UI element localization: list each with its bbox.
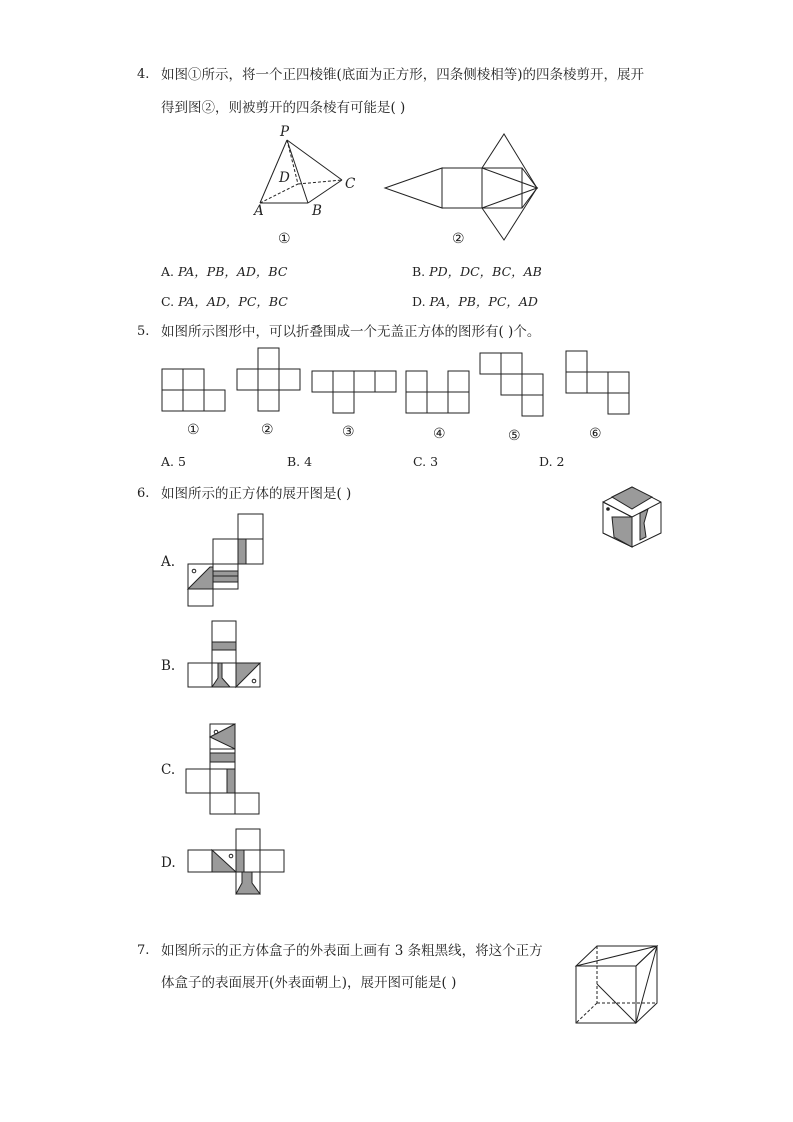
option-letter: C.	[161, 294, 175, 309]
q7-cube-figure	[573, 944, 663, 1026]
q7-number: 7.	[137, 943, 150, 958]
option-text: PA，PB，AD，BC	[178, 264, 288, 279]
q6-option-c-net[interactable]	[185, 723, 265, 818]
point-d-label: D	[279, 170, 290, 186]
net-figure-1	[161, 368, 231, 418]
q5-stem: 如图所示图形中，可以折叠围成一个无盖正方体的图形有( )个。	[161, 324, 541, 340]
fig1-label: ①	[278, 231, 291, 247]
q6-option-d-label[interactable]: D.	[161, 855, 176, 871]
q5-number: 5.	[137, 324, 150, 339]
net-4-label: ④	[433, 426, 446, 442]
q4-stem-line2: 得到图②，则被剪开的四条棱有可能是( )	[161, 100, 406, 116]
pyramid-net-figure	[380, 130, 550, 250]
net-5-label: ⑤	[508, 428, 521, 444]
option-letter: D.	[412, 294, 426, 309]
net-1-label: ①	[187, 422, 200, 438]
q6-option-a-net[interactable]	[186, 513, 266, 608]
q7-stem-line2: 体盒子的表面展开(外表面朝上)，展开图可能是( )	[161, 975, 457, 991]
q6-number: 6.	[137, 486, 150, 501]
net-6-label: ⑥	[589, 426, 602, 442]
net-2-label: ②	[261, 422, 274, 438]
q6-cube-figure	[600, 485, 666, 551]
option-text: PA，PB，PC，AD	[429, 294, 538, 309]
fig2-label: ②	[452, 231, 465, 247]
q5-option-d[interactable]: D. 2	[539, 454, 565, 469]
option-text: PD，DC，BC，AB	[429, 264, 542, 279]
q5-option-a[interactable]: A. 5	[161, 454, 186, 469]
q7-stem-line1: 如图所示的正方体盒子的外表面上画有 3 条粗黑线，将这个正方	[161, 943, 543, 959]
q4-stem-line1: 如图①所示，将一个正四棱锥(底面为正方形，四条侧棱相等)的四条棱剪开，展开	[161, 67, 645, 83]
q5-option-b[interactable]: B. 4	[287, 454, 313, 469]
point-p-label: P	[280, 124, 290, 140]
q4-number: 4.	[137, 67, 150, 82]
q6-option-a-label[interactable]: A.	[161, 554, 176, 570]
point-b-label: B	[312, 203, 322, 219]
net-figure-6	[565, 350, 635, 420]
q5-option-c[interactable]: C. 3	[413, 454, 439, 469]
option-text: PA，AD，PC，BC	[178, 294, 288, 309]
q4-option-b[interactable]	[412, 262, 542, 280]
option-letter: B.	[412, 264, 426, 279]
net-figure-3	[311, 370, 401, 420]
q6-stem: 如图所示的正方体的展开图是( )	[161, 486, 352, 502]
q6-option-b-label[interactable]: B.	[161, 658, 176, 674]
option-letter: A.	[161, 264, 175, 279]
pyramid-figure	[250, 125, 370, 225]
net-3-label: ③	[342, 424, 355, 440]
point-c-label: C	[345, 176, 356, 192]
q4-option-d[interactable]	[412, 292, 538, 310]
q4-option-c[interactable]	[161, 292, 288, 310]
point-a-label: A	[254, 203, 264, 219]
q6-option-d-net[interactable]	[186, 828, 286, 898]
q6-option-c-label[interactable]: C.	[161, 762, 176, 778]
net-figure-5	[479, 352, 549, 422]
net-figure-4	[405, 370, 475, 420]
net-figure-2	[236, 347, 306, 417]
q6-option-b-net[interactable]	[186, 620, 266, 690]
q4-option-a[interactable]	[161, 262, 287, 280]
